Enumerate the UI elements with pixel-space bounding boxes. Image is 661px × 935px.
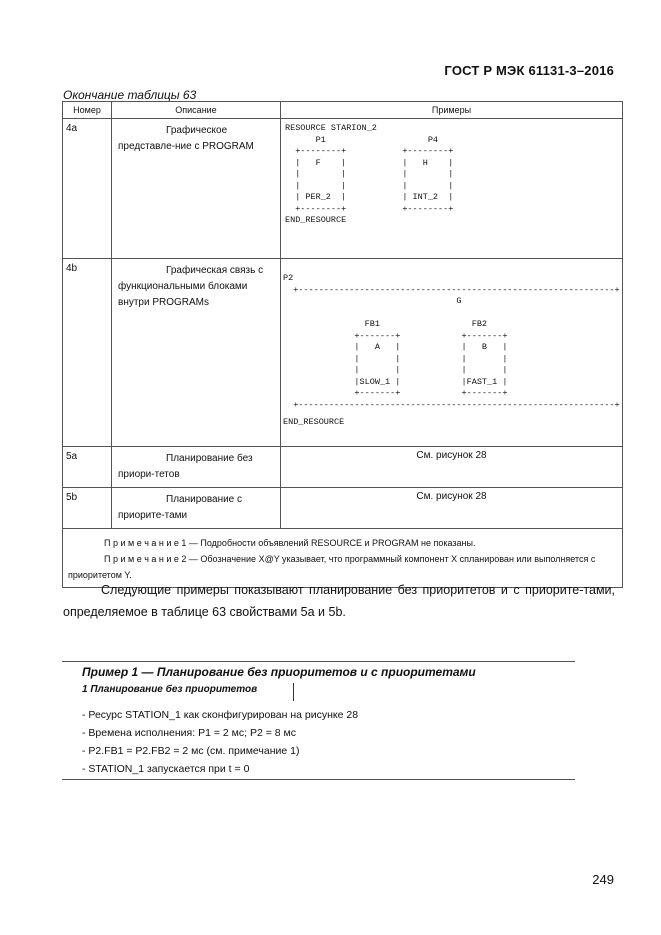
- row-example: См. рисунок 28: [281, 488, 623, 529]
- example-line: - Времена исполнения: P1 = 2 мс; P2 = 8 мс: [82, 727, 296, 739]
- example-title: Пример 1 — Планирование без приоритетов и с приоритетами: [82, 665, 476, 679]
- example-line: - STATION_1 запускается при t = 0: [82, 763, 250, 775]
- row-description: Графическая связь с функциональными блоками внутри PROGRAMs: [112, 259, 281, 447]
- program-fb-diagram: P2 +--------------------------------------------------------------+ G FB1 FB2 +-------+ +-------+ | A | | B | | | | | | | | | |SLOW_1 | |FAST_1 | +-------+ +-------+ +--------------------------------------------------------------+: [283, 273, 620, 410]
- body-paragraph: Следующие примеры показывают планирование без приоритетов и с приорите-тами, определяемое в таблице 63 свойствами 5a и 5b.: [63, 583, 615, 619]
- table-row: [63, 488, 623, 529]
- row-example: См. рисунок 28: [281, 447, 623, 488]
- row-description: Планирование без приори-тетов: [112, 447, 281, 488]
- header-number: Номер: [63, 102, 112, 119]
- table-row: [63, 119, 623, 259]
- table-caption: Окончание таблицы 63: [63, 88, 197, 102]
- header-description: Описание: [112, 102, 281, 119]
- row-number: 4a: [63, 119, 112, 259]
- example-subtitle: 1 Планирование без приоритетов: [82, 684, 258, 695]
- table-row: [63, 447, 623, 488]
- example-line: - Ресурс STATION_1 как сконфигурирован на рисунке 28: [82, 709, 359, 721]
- text-cursor: [293, 683, 294, 701]
- row-number: 5b: [63, 488, 112, 529]
- note-1: П р и м е ч а н и е 1 — Подробности объявлений RESOURCE и PROGRAM не показаны.: [104, 538, 476, 548]
- header-examples: Примеры: [281, 102, 623, 119]
- example-4b-diagram: [281, 259, 623, 447]
- table-63: [62, 101, 623, 588]
- end-resource-label: END_RESOURCE: [283, 417, 345, 427]
- resource-station-diagram: RESOURCE STARION_2 P1 P4 +--------+ +--------+ | F | | H | | | | | | | | | | PER_2 | | INT_2 | +--------+ +--------+ END_RESOURCE: [285, 123, 454, 225]
- example-4a-diagram: [281, 119, 623, 259]
- row-number: 4b: [63, 259, 112, 447]
- note-2: П р и м е ч а н и е 2 — Обозначение X@Y указывает, что программный компонент X спланирован или выполняется с приоритетом Y.: [68, 554, 596, 580]
- document-title: ГОСТ Р МЭК 61131-3–2016: [444, 63, 614, 78]
- table-row: [63, 259, 623, 447]
- table-header-row: [63, 102, 623, 119]
- example-line: - P2.FB1 = P2.FB2 = 2 мс (см. примечание 1): [82, 745, 300, 757]
- page-number: 249: [592, 872, 614, 887]
- row-description: Планирование с приорите-тами: [112, 488, 281, 529]
- row-description: Графическое представле-ние с PROGRAM: [112, 119, 281, 259]
- row-number: 5a: [63, 447, 112, 488]
